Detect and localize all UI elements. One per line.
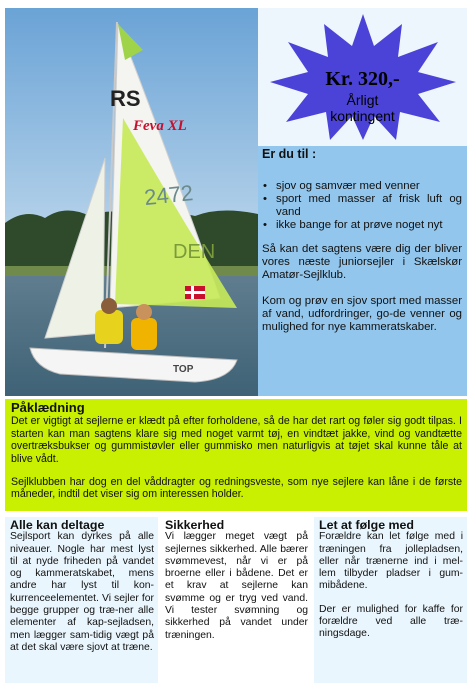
- sail-number: 2472: [143, 180, 195, 211]
- column-paragraph: Forældre kan let følge med i træningen fra jollepladsen, eller når trænerne ind i mel-lem tilbyder pladser i gum-mibådene.: [319, 531, 463, 592]
- clothing-paragraph: Sejlklubben har dog en del våddragter og redningsveste, som nye sejlere kan låne i de første måneder, indtil det viser sig om interessen holder.: [11, 476, 462, 501]
- price-box: [258, 8, 467, 146]
- price-amount: Kr. 320,-: [325, 68, 400, 90]
- price-caption: [258, 92, 467, 124]
- column-heading: Sikkerhed: [165, 518, 225, 532]
- column-heading: Let at følge med: [319, 518, 415, 532]
- column-parents: [314, 517, 467, 683]
- sailboat-photo: [5, 8, 258, 396]
- sail-country: DEN: [173, 241, 216, 263]
- column-participation: [5, 517, 158, 683]
- intro-bullet: • sjov og samvær med venner: [262, 180, 462, 193]
- sail-logo: RS: [110, 86, 141, 111]
- column-heading: Alle kan deltage: [10, 518, 105, 532]
- hull-text: TOP: [173, 364, 194, 375]
- column-paragraph: Der er mulighed for kaffe for forældre ved alle træ-ningsdage.: [319, 603, 463, 640]
- column-paragraph: Sejlsport kan dyrkes på alle niveauer. Nogle har mest lyst til at nyde friheden på vandet og kammeratskabet, mens andre har lyst til kon-kurrenceelementet. Vi sejler for begge grupper og træ-ner alle elementer af kap-sejladsen, men lægger sam-tidig vægt på at det skal være sjovt at træne.: [10, 531, 154, 653]
- info-panel: [258, 8, 467, 396]
- sailboat-illustration: [5, 8, 258, 396]
- clothing-section: [5, 399, 467, 511]
- sail-model: Feva XL: [133, 118, 187, 134]
- intro-section: [258, 148, 467, 347]
- intro-paragraph: Kom og prøv en sjov sport med masser af vand, udfordringer, go-de venner og mulighed for nye kammeratskaber.: [262, 295, 462, 333]
- column-safety: [160, 517, 312, 683]
- clothing-heading: Påklædning: [11, 400, 85, 415]
- intro-bullet: • ikke bange for at prøve noget nyt: [262, 219, 462, 232]
- column-paragraph: Vi lægger meget vægt på sejlernes sikkerhed. Alle bærer svømmevest, når vi er på broerne eller i bådene. Det er et krav at sejlerne kan svømme og er tryg ved vand. Vi tester svømning og sikkerhed på vandet under træningen.: [165, 531, 308, 641]
- intro-bullet: • sport med masser af frisk luft og vand: [262, 193, 462, 219]
- bottom-columns: [5, 517, 467, 683]
- price-caption-line1: Årligt: [346, 92, 379, 108]
- clothing-paragraph: Det er vigtigt at sejlerne er klædt på efter forholdene, så de har det rart og føler sig godt tilpas. I starten kan man sagtens klare sig med noget varmt tøj, en vindtæt jakke, vind og vandtætte overtræksbukser og gummistøvler eller gummisko men naturligvis at tøjet skal kunne tåle at blive vådt.: [11, 415, 462, 465]
- price-caption-line2: kontingent: [330, 108, 395, 124]
- intro-bullet-list: [262, 180, 462, 232]
- intro-paragraph: Så kan det sagtens være dig der bliver vores næste juniorsejler i Skælskør Amatør-Sejlklub.: [262, 243, 462, 281]
- intro-heading: Er du til :: [262, 147, 317, 161]
